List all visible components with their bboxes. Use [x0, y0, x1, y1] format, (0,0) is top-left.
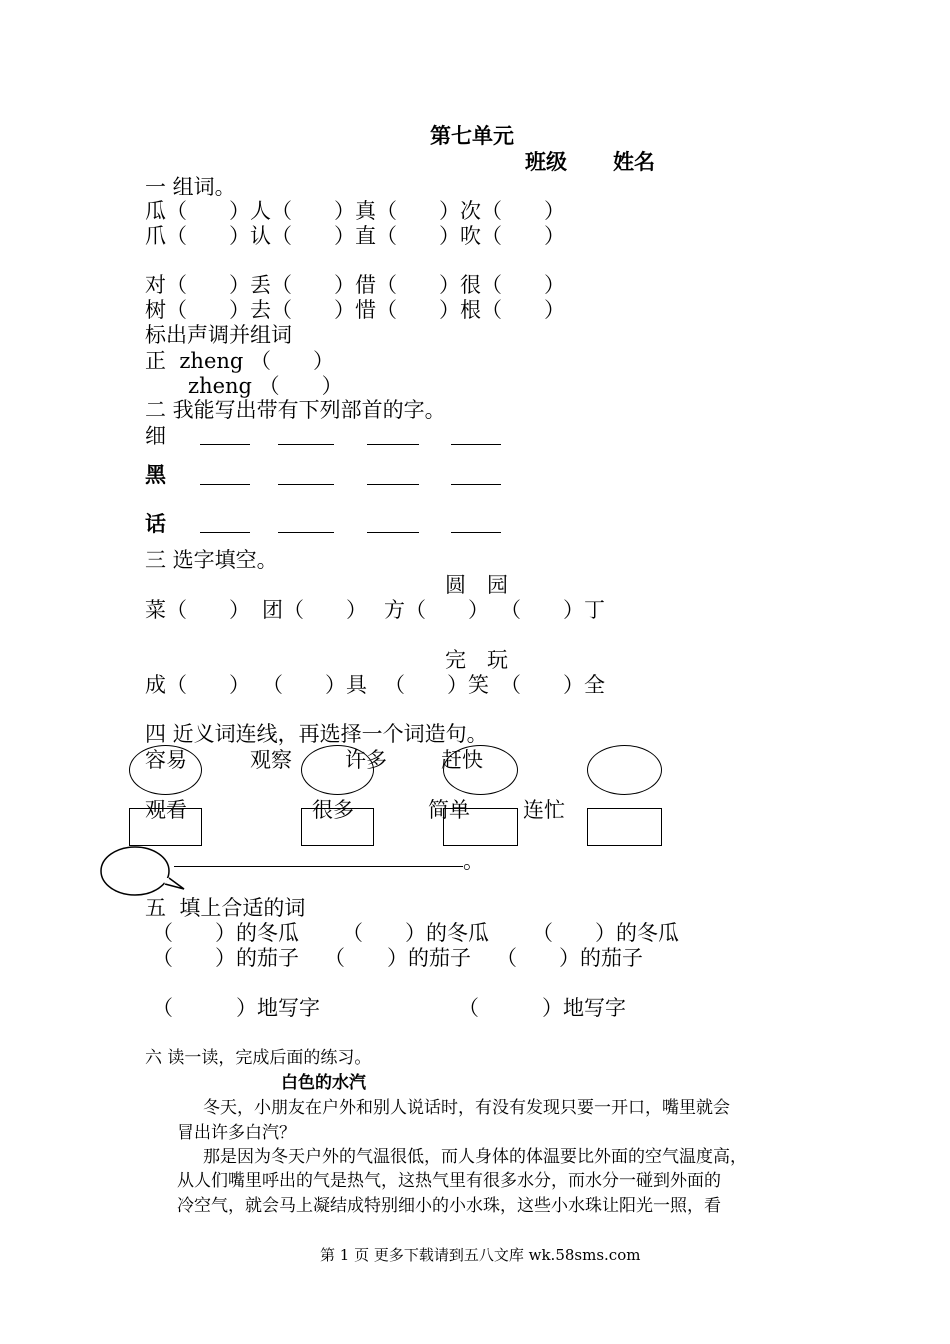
- passage-line: 从人们嘴里呼出的气是热气，这热气里有很多水分，而水分一碰到外面的: [177, 1171, 721, 1191]
- synonym-word: 许多: [345, 748, 387, 772]
- answer-blank[interactable]: [200, 484, 250, 485]
- answer-blank[interactable]: [200, 532, 250, 533]
- section2-heading: 二 我能写出带有下列部首的字。: [145, 398, 446, 422]
- section3-heading: 三 选字填空。: [145, 548, 278, 572]
- tone-heading: 标出声调并组词: [145, 323, 292, 347]
- sentence-line[interactable]: [174, 866, 463, 867]
- passage-line: 那是因为冬天户外的气温很低，而人身体的体温要比外面的空气温度高，: [203, 1147, 747, 1167]
- fill-phrase: （ ）的冬瓜: [342, 921, 489, 945]
- section6-heading: 六 读一读，完成后面的练习。: [145, 1048, 372, 1068]
- word-oval: [587, 745, 662, 795]
- synonym-word: 连忙: [523, 798, 565, 822]
- fill-item: （ ）笑: [384, 673, 489, 697]
- answer-blank[interactable]: [367, 484, 419, 485]
- speech-bubble-icon: [95, 840, 195, 902]
- tone-row-1: 正 zheng （ ）: [145, 349, 335, 373]
- answer-blank[interactable]: [367, 444, 419, 445]
- name-label: 姓名: [613, 150, 655, 174]
- sentence-period: 。: [463, 849, 484, 873]
- fill-phrase: （ ）的茄子: [152, 946, 299, 970]
- answer-blank[interactable]: [451, 484, 501, 485]
- section4-heading: 四 近义词连线，再选择一个词造句。: [145, 722, 488, 746]
- fill-phrase: （ ）的冬瓜: [152, 921, 299, 945]
- word-row-2: 爪（ ）认（ ）直（ ）吹（ ）: [145, 224, 565, 248]
- answer-blank[interactable]: [451, 532, 501, 533]
- fill-item: 方（ ）: [384, 598, 489, 622]
- page-footer: 第 1 页 更多下载请到五八文库 wk.58sms.com: [320, 1246, 641, 1264]
- synonym-word: 观察: [250, 748, 292, 772]
- choice-chars-1: 圆 园: [445, 573, 508, 597]
- fill-item: 成（ ）: [145, 673, 250, 697]
- answer-blank[interactable]: [278, 484, 334, 485]
- radical-xi: 细: [145, 424, 166, 448]
- fill-item: 团（ ）: [262, 598, 367, 622]
- fill-phrase: （ ）地写字: [458, 996, 626, 1020]
- fill-phrase: （ ）的茄子: [496, 946, 643, 970]
- synonym-word: 赶快: [441, 748, 483, 772]
- passage-line: 冒出许多白汽？: [177, 1123, 296, 1143]
- radical-hua: 话: [145, 512, 166, 536]
- page-title: 第七单元: [430, 124, 514, 148]
- choice-chars-2: 完 玩: [445, 648, 508, 672]
- fill-phrase: （ ）的茄子: [324, 946, 471, 970]
- class-label: 班级: [525, 150, 567, 174]
- answer-blank[interactable]: [451, 444, 501, 445]
- word-box: [587, 808, 662, 846]
- word-row-4: 树（ ）去（ ）惜（ ）根（ ）: [145, 298, 565, 322]
- word-row-1: 瓜（ ）人（ ）真（ ）次（ ）: [145, 199, 565, 223]
- fill-item: （ ）具: [262, 673, 367, 697]
- fill-phrase: （ ）的冬瓜: [532, 921, 679, 945]
- tone-row-2: zheng （ ）: [188, 374, 343, 398]
- answer-blank[interactable]: [278, 532, 334, 533]
- fill-item: （ ）全: [500, 673, 605, 697]
- word-row-3: 对（ ）丢（ ）借（ ）很（ ）: [145, 273, 565, 297]
- passage-line: 冷空气，就会马上凝结成特别细小的小水珠，这些小水珠让阳光一照，看: [177, 1196, 721, 1216]
- answer-blank[interactable]: [278, 444, 334, 445]
- passage-line: 冬天，小朋友在户外和别人说话时，有没有发现只要一开口，嘴里就会: [203, 1098, 730, 1118]
- fill-item: （ ）丁: [500, 598, 605, 622]
- section1-heading: 一 组词。: [145, 175, 236, 199]
- answer-blank[interactable]: [200, 444, 250, 445]
- answer-blank[interactable]: [367, 532, 419, 533]
- fill-item: 菜（ ）: [145, 598, 250, 622]
- fill-phrase: （ ）地写字: [152, 996, 320, 1020]
- passage-title: 白色的水汽: [281, 1073, 366, 1093]
- radical-hei: 黑: [145, 463, 166, 487]
- section5-heading: 五 填上合适的词: [145, 896, 306, 920]
- synonym-word: 容易: [145, 748, 187, 772]
- synonym-word: 简单: [428, 798, 470, 822]
- synonym-word: 很多: [312, 798, 354, 822]
- synonym-word: 观看: [145, 798, 187, 822]
